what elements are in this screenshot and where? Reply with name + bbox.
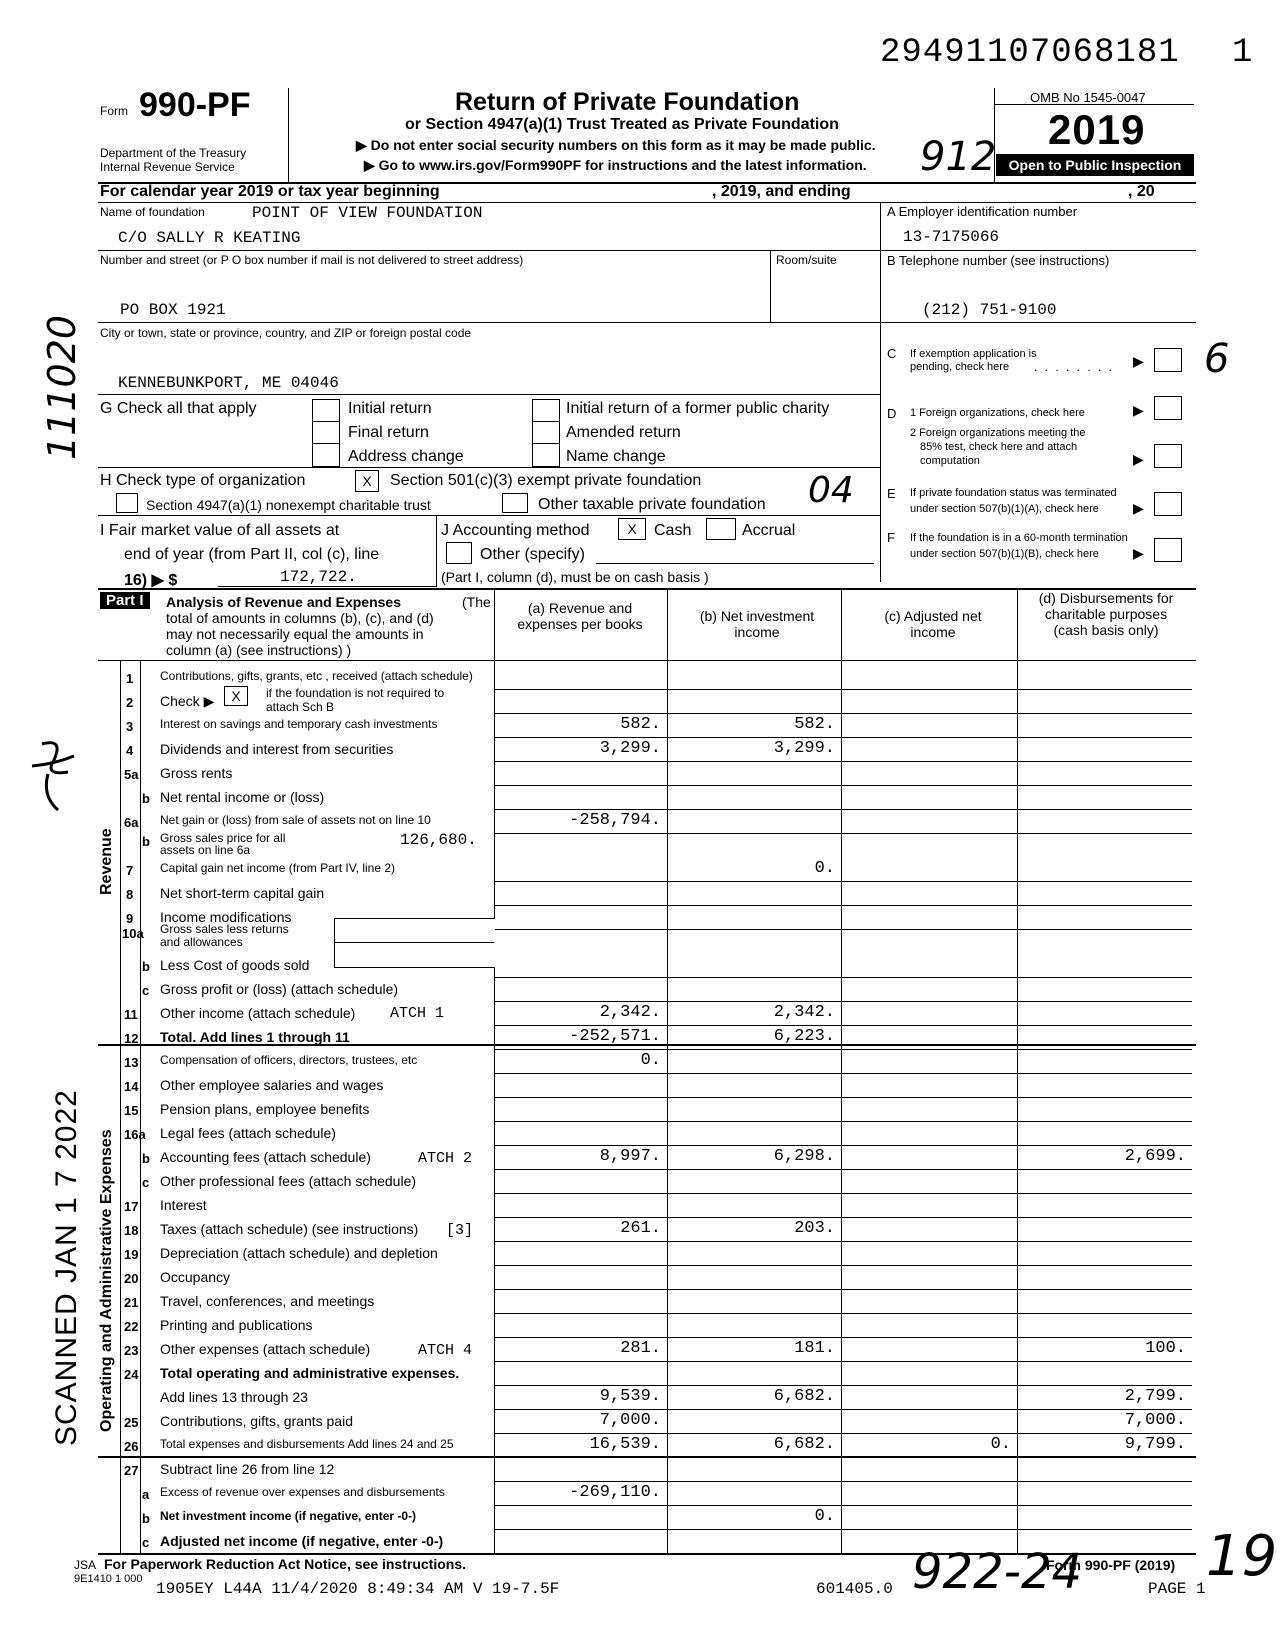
row-label: Other professional fees (attach schedule) (160, 1173, 417, 1189)
row-rule (494, 713, 1192, 714)
row-label: Add lines 13 through 23 (160, 1389, 308, 1405)
row-number: a (142, 1487, 150, 1502)
side-label-revenue: Revenue (98, 828, 115, 895)
e-label-1: If private foundation status was terminated (910, 487, 1117, 499)
part1-desc2: total of amounts in columns (b), (c), and (d) (166, 610, 434, 626)
row-value-a[interactable]: 0. (640, 1051, 661, 1070)
row-label: Gross profit or (loss) (attach schedule) (160, 981, 399, 997)
row-number: 25 (124, 1415, 139, 1430)
row-value-b[interactable]: 6,298. (773, 1147, 835, 1166)
row-rule (494, 1265, 1192, 1266)
row-value-a[interactable]: 8,997. (599, 1147, 661, 1166)
footer-id: 601405.0 (816, 1580, 893, 1598)
city-label: City or town, state or province, country, and ZIP or foreign postal code (100, 326, 472, 340)
tax-year: 2019 (1048, 106, 1146, 153)
j-accrual-checkbox[interactable] (706, 518, 736, 540)
row-label: Accounting fees (attach schedule) (160, 1149, 371, 1165)
footer-form-ref: Form 990-PF (2019) (1046, 1557, 1176, 1573)
h-label: H Check type of organization (100, 472, 306, 489)
g-opt-initial-return[interactable]: Initial return (348, 400, 432, 417)
row-label: Depreciation (attach schedule) and depletion (160, 1245, 438, 1261)
row-value-d[interactable]: 9,799. (1124, 1435, 1186, 1454)
row-value-d[interactable]: 2,699. (1124, 1147, 1186, 1166)
row-value-b[interactable]: 203. (794, 1219, 835, 1238)
row-rule (494, 1433, 1192, 1434)
row-label: Excess of revenue over expenses and disbursements (160, 1485, 445, 1499)
row-label: Total. Add lines 1 through 11 (160, 1029, 350, 1045)
row-value-b[interactable]: 582. (794, 715, 835, 734)
row-number: 18 (124, 1223, 139, 1238)
row-value-a[interactable]: 16,539. (589, 1435, 661, 1454)
g-opt-former-public-charity[interactable]: Initial return of a former public charity (566, 400, 830, 417)
g-opt-amended-return[interactable]: Amended return (566, 424, 681, 441)
footer-jsa: JSA (74, 1558, 97, 1572)
row-label: Taxes (attach schedule) (see instructions) (160, 1221, 419, 1237)
footer-code: 9E1410 1 000 (74, 1573, 143, 1585)
row-number: c (142, 1175, 150, 1190)
row-number: 26 (124, 1439, 139, 1454)
row-rule (494, 1457, 1192, 1458)
form-subtitle: or Section 4947(a)(1) Trust Treated as Private Foundation (405, 116, 839, 133)
col-c-header: (c) Adjusted net income (884, 608, 982, 640)
row-number: 12 (124, 1031, 139, 1046)
d2-checkbox[interactable] (1154, 444, 1182, 468)
calendar-end-label: , 20 (1128, 183, 1155, 200)
row-rule (494, 1529, 1192, 1530)
row-value-b[interactable]: 0. (814, 1507, 835, 1526)
row-value-b[interactable]: 0. (814, 859, 835, 878)
handwriting-04: 04 (808, 470, 854, 511)
j-cash-label: Cash (654, 522, 692, 539)
e-label-2: under section 507(b)(1)(A), check here (910, 503, 1099, 515)
row-value-b[interactable]: 181. (794, 1339, 835, 1358)
row-value-d[interactable]: 2,799. (1124, 1387, 1186, 1406)
f-label-2: under section 507(b)(1)(B), check here (910, 548, 1099, 560)
row-label: Capital gain net income (from Part IV, line 2) (160, 861, 396, 875)
row-value-b[interactable]: 6,223. (773, 1027, 835, 1046)
d2-label-2: 85% test, check here and attach (920, 441, 1078, 453)
row-number: c (142, 1535, 150, 1550)
part1-desc1: (The (462, 594, 491, 610)
handwriting-19: 19 (1206, 1524, 1278, 1589)
row-rule (494, 689, 1192, 690)
i-line2: end of year (from Part II, col (c), line (124, 546, 380, 563)
j-other-label: Other (specify) (480, 546, 585, 563)
c-checkbox[interactable] (1154, 348, 1182, 372)
row-label: Travel, conferences, and meetings (160, 1293, 375, 1309)
row-label: Net investment income (if negative, enter -0-) (160, 1509, 417, 1523)
h-4947-checkbox[interactable] (116, 493, 138, 513)
row-number: 7 (126, 863, 134, 878)
row6b-number: b (142, 834, 150, 849)
attach-2[interactable]: ATCH 2 (418, 1150, 473, 1167)
row-rule (494, 1049, 1192, 1050)
calendar-mid-label: , 2019, and ending (712, 183, 851, 200)
footer-page: PAGE 1 (1148, 1580, 1206, 1598)
row-rule (494, 1217, 1192, 1218)
scanned-stamp: SCANNED JAN 1 7 2022 (50, 1089, 83, 1446)
row-number: b (142, 791, 150, 806)
row-number: 6a (124, 815, 139, 830)
row-rule (494, 1025, 1192, 1026)
h-opt-4947: Section 4947(a)(1) nonexempt charitable trust (146, 497, 431, 513)
row-value-a[interactable]: -269,110. (569, 1483, 661, 1502)
handwriting-6: 6 (1204, 336, 1230, 382)
row-value-a[interactable]: 261. (620, 1219, 661, 1238)
attach-3[interactable]: [3] (446, 1222, 474, 1239)
phone-value[interactable]: (212) 751-9100 (922, 301, 1057, 319)
row-value-a[interactable]: 9,539. (599, 1387, 661, 1406)
row-rule (494, 977, 1192, 978)
h-other-checkbox[interactable] (502, 493, 528, 513)
col-b-header: (b) Net investment income (699, 608, 815, 640)
row2-tail1: if the foundation is not required to (266, 686, 445, 700)
row10a-label1: Gross sales less returns (160, 922, 289, 936)
row-number: 27 (124, 1463, 139, 1478)
row-number: b (142, 1151, 150, 1166)
row-value-a[interactable]: 281. (620, 1339, 661, 1358)
row-value-a[interactable]: 3,299. (599, 739, 661, 758)
row-value-d[interactable]: 7,000. (1124, 1411, 1186, 1430)
row-number: 20 (124, 1271, 139, 1286)
room-suite-label: Room/suite (776, 253, 837, 267)
dln-number: 29491107068181 (880, 34, 1180, 72)
row-rule (494, 785, 1192, 786)
row-rule (494, 1361, 1192, 1362)
h-501c3-checkbox[interactable]: X (355, 470, 379, 492)
footer-batch: 1905EY L44A 11/4/2020 8:49:34 AM V 19-7.5F (156, 1580, 560, 1598)
row-value-c[interactable]: 0. (990, 1435, 1011, 1454)
row-number: 14 (124, 1079, 139, 1094)
street-label: Number and street (or P O box number if mail is not delivered to street address) (100, 253, 524, 267)
omb-number: OMB No 1545-0047 (1030, 90, 1146, 105)
row-value-a[interactable]: -258,794. (569, 811, 661, 830)
row-label: Legal fees (attach schedule) (160, 1125, 336, 1141)
row-rule (494, 929, 1192, 930)
instruction-website: ▶ Go to www.irs.gov/Form990PF for instructions and the latest information. (364, 157, 867, 173)
row6b-label2: assets on line 6a (160, 843, 251, 857)
dept-line1: Department of the Treasury (100, 146, 247, 160)
row-label: Subtract line 26 from line 12 (160, 1461, 335, 1477)
j-cash-basis-note: (Part I, column (d), must be on cash basis ) (441, 569, 709, 585)
row-rule (494, 1481, 1192, 1482)
street-address[interactable]: PO BOX 1921 (120, 301, 226, 319)
dln-suffix: 1 (1232, 34, 1253, 72)
row-rule (494, 1241, 1192, 1242)
row-label: Pension plans, employee benefits (160, 1101, 370, 1117)
row10a-number: 10a (122, 926, 144, 941)
row-number: 5a (124, 767, 139, 782)
row-rule (494, 1145, 1192, 1146)
row-label: Contributions, gifts, grants paid (160, 1413, 353, 1429)
row-label: Interest on savings and temporary cash investments (160, 717, 438, 731)
row-rule (494, 833, 1192, 834)
row-value-b[interactable]: 3,299. (773, 739, 835, 758)
row-value-d[interactable]: 100. (1145, 1339, 1186, 1358)
row-label: Total operating and administrative expenses. (160, 1365, 460, 1381)
row-label: Net short-term capital gain (160, 885, 325, 901)
g-opt-address-change[interactable]: Address change (348, 448, 464, 465)
part1-badge: Part I (100, 592, 150, 609)
c-label-2: pending, check here (910, 361, 1010, 373)
open-public-badge: Open to Public Inspection (996, 154, 1194, 176)
row-rule (494, 1073, 1192, 1074)
row-label: Total expenses and disbursements Add lines 24 and 25 (160, 1437, 454, 1451)
row-label: Interest (160, 1197, 207, 1213)
row-number: 24 (124, 1367, 139, 1382)
row-number: b (142, 959, 150, 974)
d2-label-3: computation (920, 455, 980, 467)
row-label: Net gain or (loss) from sale of assets not on line 10 (160, 813, 431, 827)
d1-checkbox[interactable] (1154, 396, 1182, 420)
row-number: b (142, 1511, 150, 1526)
row-rule (494, 1505, 1192, 1506)
handwriting-912: 912 (920, 134, 997, 180)
row6b-value[interactable]: 126,680. (400, 831, 477, 849)
h-opt-other-taxable: Other taxable private foundation (538, 496, 766, 513)
row-number: 17 (124, 1199, 139, 1214)
f-checkbox[interactable] (1154, 538, 1182, 562)
row-rule (494, 1337, 1192, 1338)
handwriting-mark-icon (24, 736, 84, 816)
row-rule (494, 1169, 1192, 1170)
row-number: 13 (124, 1055, 139, 1070)
row-label: Occupancy (160, 1269, 231, 1285)
fair-market-value[interactable]: 172,722. (280, 568, 357, 586)
form-prefix: Form (100, 104, 128, 118)
side-label-expenses: Operating and Administrative Expenses (98, 1129, 115, 1432)
form-name: 990-PF (139, 86, 251, 124)
row-label: Printing and publications (160, 1317, 313, 1333)
row-rule (494, 1121, 1192, 1122)
i-line3: 16) ▶ $ (124, 572, 178, 589)
row-number: c (142, 983, 150, 998)
row-rule (494, 1385, 1192, 1386)
row-number: 3 (126, 719, 134, 734)
j-accrual-label: Accrual (742, 522, 796, 539)
handwriting-side: 111020 (40, 314, 84, 460)
c-label-1: If exemption application is (910, 348, 1037, 360)
g-label: G Check all that apply (100, 400, 257, 417)
row-rule (494, 1289, 1192, 1290)
row-number: 19 (124, 1247, 139, 1262)
row-rule (494, 1193, 1192, 1194)
row2-check-box[interactable]: X (224, 686, 248, 706)
row-label: Income modifications (160, 909, 292, 925)
row-number: 8 (126, 887, 134, 902)
row-label: Less Cost of goods sold (160, 957, 310, 973)
row-number: 9 (126, 911, 134, 926)
attach-4[interactable]: ATCH 4 (418, 1342, 473, 1359)
row-rule (494, 1097, 1192, 1098)
row-label: Dividends and interest from securities (160, 741, 394, 757)
row-number: 21 (124, 1295, 139, 1310)
phone-label: B Telephone number (see instructions) (887, 253, 1110, 268)
row-number: 2 (126, 695, 134, 710)
foundation-name[interactable]: POINT OF VIEW FOUNDATION (252, 204, 483, 222)
foundation-name-label: Name of foundation (100, 205, 205, 219)
row-label: Other income (attach schedule) (160, 1005, 356, 1021)
j-label: J Accounting method (441, 522, 590, 539)
g-opt-name-change[interactable]: Name change (566, 448, 666, 465)
part1-desc4: column (a) (see instructions) ) (166, 642, 352, 658)
row-number: 23 (124, 1343, 139, 1358)
row-value-a[interactable]: -252,571. (569, 1027, 661, 1046)
row-rule (494, 905, 1192, 906)
row-rule (494, 1409, 1192, 1410)
row-rule (494, 809, 1192, 810)
footer-notice: For Paperwork Reduction Act Notice, see instructions. (104, 1556, 466, 1572)
row-label: Contributions, gifts, grants, etc , received (attach schedule) (160, 669, 473, 683)
instruction-ssn: ▶ Do not enter social security numbers on this form as it may be made public. (356, 137, 876, 153)
dept-line2: Internal Revenue Service (100, 160, 235, 174)
row-label: Net rental income or (loss) (160, 789, 325, 805)
row-rule (494, 761, 1192, 762)
row-number: 16a (124, 1127, 146, 1142)
row6b-label1: Gross sales price for all (160, 831, 286, 845)
h-opt-501c3: Section 501(c)(3) exempt private foundation (390, 472, 702, 489)
i-line1: I Fair market value of all assets at (100, 522, 340, 539)
row-rule (494, 881, 1192, 882)
row-label: Other expenses (attach schedule) (160, 1341, 371, 1357)
row-value-b[interactable]: 2,342. (773, 1003, 835, 1022)
row2-tail2: attach Sch B (266, 700, 335, 714)
e-checkbox[interactable] (1154, 492, 1182, 516)
col-a-header: (a) Revenue and expenses per books (517, 600, 643, 632)
row10a-label2: and allowances (160, 935, 243, 949)
foundation-care-of[interactable]: C/O SALLY R KEATING (118, 229, 301, 247)
row-number: 15 (124, 1103, 139, 1118)
j-cash-checkbox[interactable]: X (618, 518, 646, 540)
row-number: 11 (124, 1007, 138, 1022)
calendar-year-label: For calendar year 2019 or tax year beginning (100, 183, 440, 200)
row-rule (494, 1001, 1192, 1002)
row-label: Adjusted net income (if negative, enter -0-) (160, 1533, 444, 1549)
f-label-1: If the foundation is in a 60-month termination (910, 532, 1128, 544)
handwriting-922: 922-24 (912, 1544, 1083, 1600)
row-value-a[interactable]: 7,000. (599, 1411, 661, 1430)
city-state-zip[interactable]: KENNEBUNKPORT, ME 04046 (118, 374, 339, 392)
j-other-checkbox[interactable] (446, 542, 472, 564)
ein-label: A Employer identification number (887, 204, 1078, 219)
attach-1[interactable]: ATCH 1 (390, 1005, 445, 1022)
row-label: Gross rents (160, 765, 233, 781)
ein-value[interactable]: 13-7175066 (903, 228, 1000, 246)
row-value-a[interactable]: 582. (620, 715, 661, 734)
row-label: Compensation of officers, directors, trustees, etc (160, 1053, 418, 1067)
g-opt-final-return[interactable]: Final return (348, 424, 429, 441)
row-number: 1 (126, 671, 134, 686)
row-value-b[interactable]: 6,682. (773, 1387, 835, 1406)
d2-label-1: 2 Foreign organizations meeting the (910, 427, 1086, 439)
part1-title: Analysis of Revenue and Expenses (166, 594, 401, 610)
row-rule (494, 1313, 1192, 1314)
col-d-header: (d) Disbursements for charitable purposes (cash basis only) (1038, 590, 1174, 638)
row-value-b[interactable]: 6,682. (773, 1435, 835, 1454)
row-value-a[interactable]: 2,342. (599, 1003, 661, 1022)
row-rule (494, 737, 1192, 738)
row-number: 22 (124, 1319, 139, 1334)
part1-desc3: may not necessarily equal the amounts in (166, 626, 424, 642)
form-title: Return of Private Foundation (455, 88, 800, 116)
row-label: Check ▶ (160, 693, 215, 709)
row-label: Other employee salaries and wages (160, 1077, 384, 1093)
d1-label: 1 Foreign organizations, check here (910, 407, 1085, 419)
row-number: 4 (126, 743, 134, 758)
